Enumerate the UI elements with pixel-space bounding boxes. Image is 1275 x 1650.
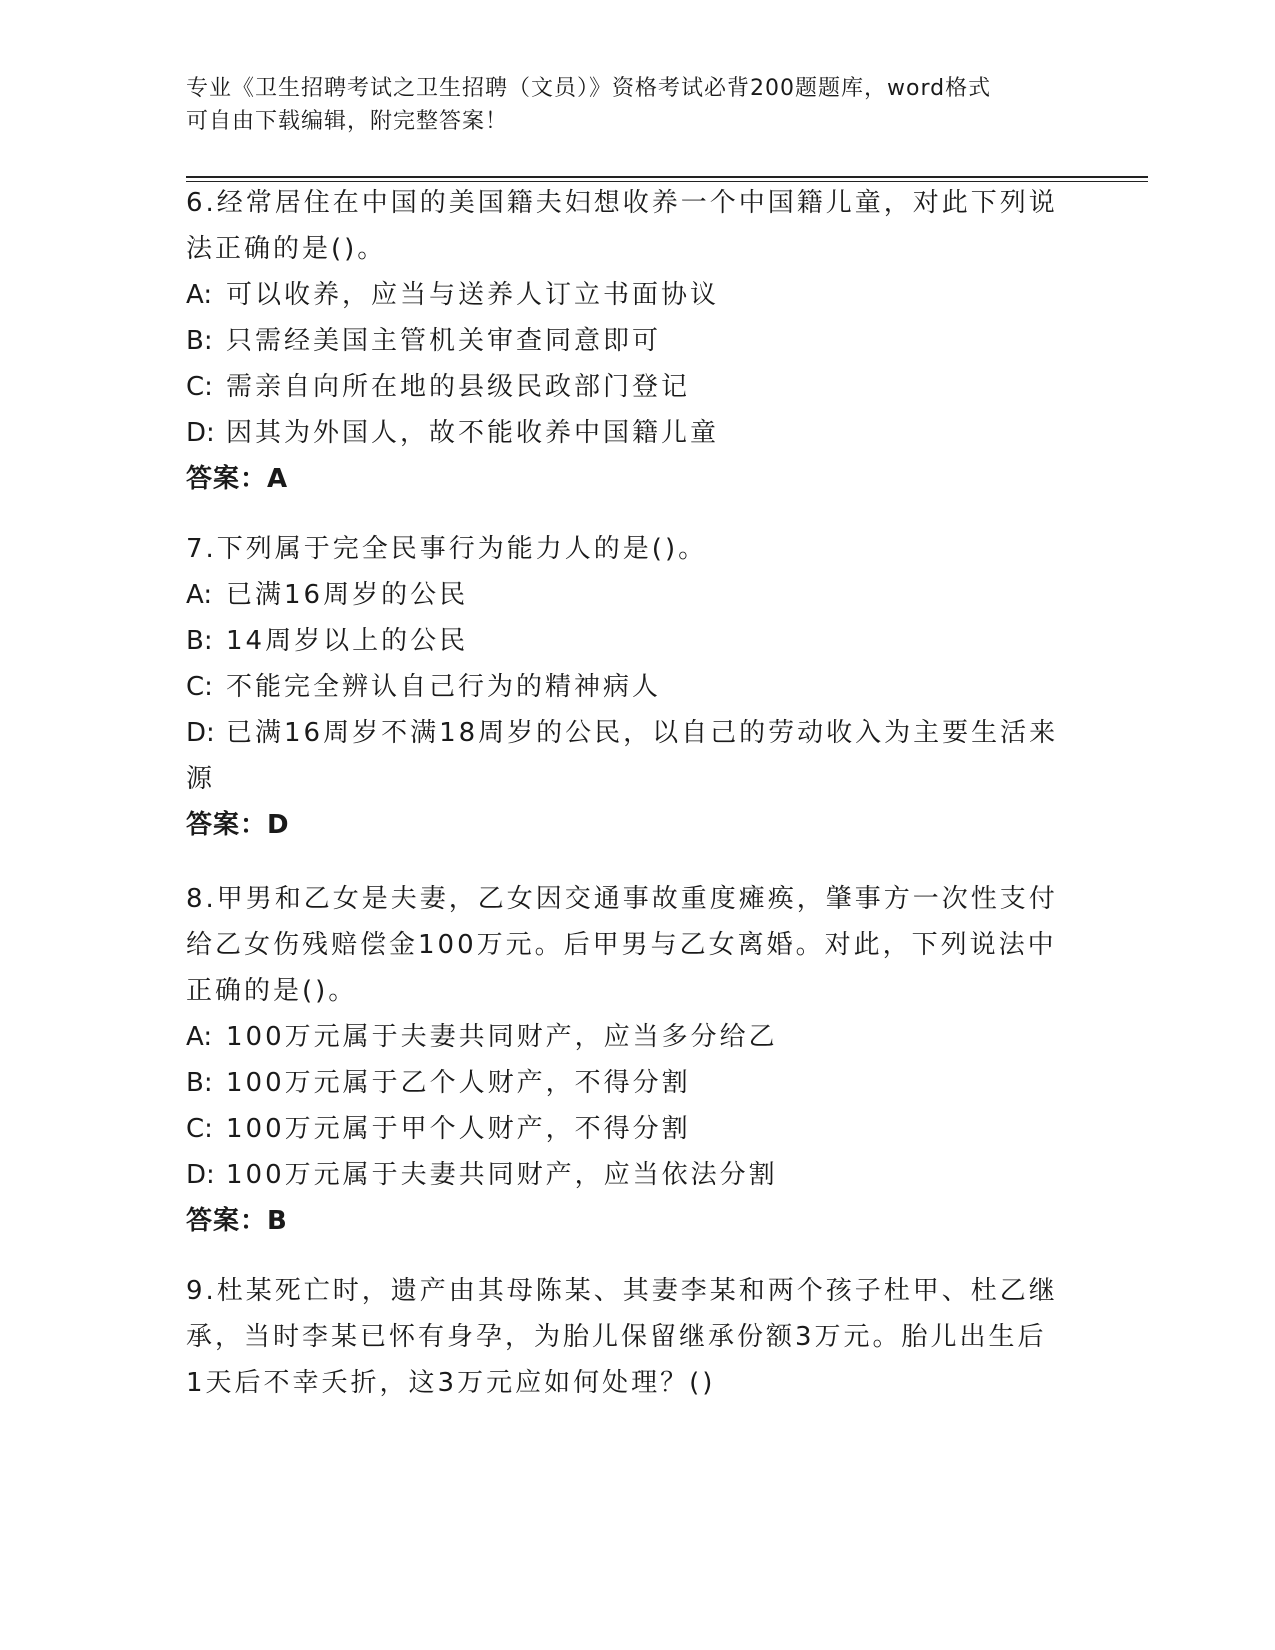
- option-a: [186, 572, 1076, 618]
- option-text: 100万元属于乙个人财产，不得分割: [226, 1068, 691, 1098]
- option-continuation: 源: [186, 764, 216, 794]
- option-letter: A:: [186, 1022, 213, 1052]
- option-c: [186, 664, 1076, 710]
- question-stem-line: 6.经常居住在中国的美国籍夫妇想收养一个中国籍儿童，对此下列说: [186, 188, 1058, 218]
- option-c: [186, 364, 1076, 410]
- option-letter: C:: [186, 372, 213, 402]
- question-stem-line: 承，当时李某已怀有身孕，为胎儿保留继承份额3万元。胎儿出生后: [186, 1322, 1047, 1352]
- option-text: 14周岁以上的公民: [226, 626, 469, 656]
- option-d: [186, 410, 1076, 456]
- option-letter: D:: [186, 418, 215, 448]
- header-divider-thick: [186, 176, 1148, 178]
- option-letter: A:: [186, 280, 213, 310]
- option-text: 只需经美国主管机关审查同意即可: [226, 326, 662, 356]
- option-letter: B:: [186, 1068, 213, 1098]
- question-stem-line: 7.下列属于完全民事行为能力人的是()。: [186, 534, 708, 564]
- question-stem-line: 8.甲男和乙女是夫妻，乙女因交通事故重度瘫痪，肇事方一次性支付: [186, 884, 1058, 914]
- option-text: 因其为外国人，故不能收养中国籍儿童: [226, 418, 720, 448]
- option-text: 100万元属于夫妻共同财产，应当多分给乙: [226, 1022, 778, 1052]
- question-stem-line: 9.杜某死亡时，遗产由其母陈某、其妻李某和两个孩子杜甲、杜乙继: [186, 1276, 1058, 1306]
- header-line-1: 专业《卫生招聘考试之卫生招聘（文员）》资格考试必背200题题库，word格式: [186, 76, 992, 101]
- answer-line: 答案：B: [186, 1206, 288, 1236]
- question-7: [186, 526, 1076, 848]
- option-letter: B:: [186, 326, 213, 356]
- header-line-2: 可自由下载编辑，附完整答案！: [186, 109, 509, 134]
- answer-line: 答案：A: [186, 464, 289, 494]
- option-text: 已满16周岁的公民: [226, 580, 469, 610]
- option-text: 已满16周岁不满18周岁的公民，以自己的劳动收入为主要生活来: [226, 718, 1059, 748]
- option-letter: C:: [186, 1114, 213, 1144]
- option-text: 100万元属于夫妻共同财产，应当依法分割: [226, 1160, 778, 1190]
- question-6: [186, 180, 1076, 502]
- option-text: 需亲自向所在地的县级民政部门登记: [226, 372, 691, 402]
- option-b: [186, 1060, 1076, 1106]
- question-stem-line: 1天后不幸夭折，这3万元应如何处理？(): [186, 1368, 716, 1398]
- question-stem-line: 给乙女伤残赔偿金100万元。后甲男与乙女离婚。对此，下列说法中: [186, 930, 1057, 960]
- option-b: [186, 618, 1076, 664]
- option-letter: A:: [186, 580, 213, 610]
- option-letter: D:: [186, 718, 215, 748]
- answer-line: 答案：D: [186, 810, 290, 840]
- option-text: 不能完全辨认自己行为的精神病人: [226, 672, 662, 702]
- option-a: [186, 1014, 1076, 1060]
- option-text: 可以收养，应当与送养人订立书面协议: [226, 280, 720, 310]
- option-text: 100万元属于甲个人财产，不得分割: [226, 1114, 691, 1144]
- option-d: [186, 1152, 1076, 1198]
- option-b: [186, 318, 1076, 364]
- option-a: [186, 272, 1076, 318]
- option-letter: B:: [186, 626, 213, 656]
- document-header: [186, 72, 1066, 138]
- option-letter: D:: [186, 1160, 215, 1190]
- option-letter: C:: [186, 672, 213, 702]
- question-stem-line: 正确的是()。: [186, 976, 358, 1006]
- question-8: [186, 876, 1076, 1244]
- question-stem-line: 法正确的是()。: [186, 234, 387, 264]
- question-9: [186, 1268, 1076, 1406]
- option-d: [186, 710, 1076, 756]
- option-c: [186, 1106, 1076, 1152]
